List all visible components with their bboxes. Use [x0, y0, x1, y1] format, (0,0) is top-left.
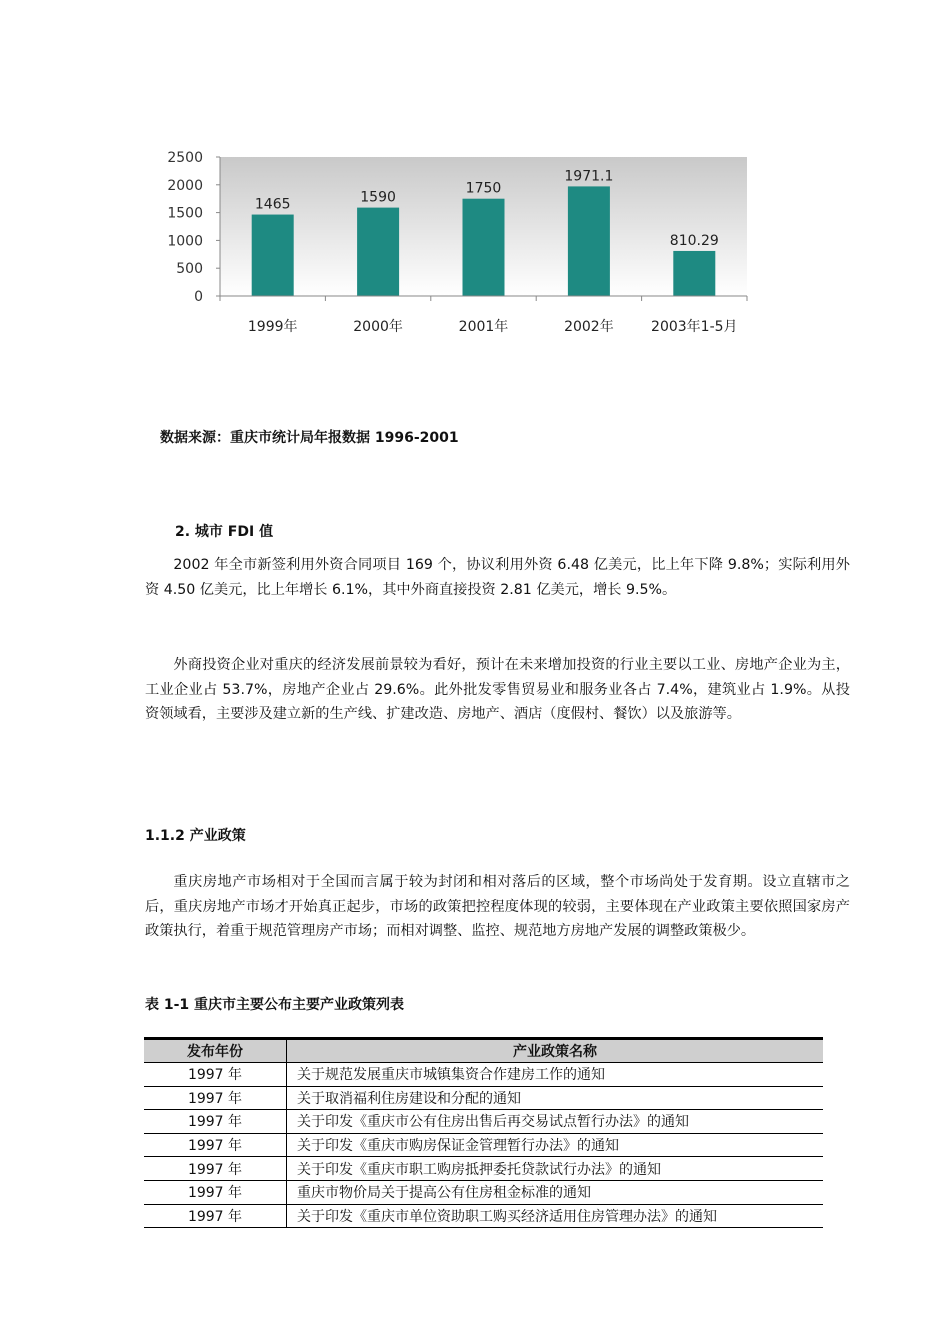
bar-value-label: 1750: [465, 180, 502, 197]
bar: [357, 208, 399, 296]
paragraph-fdi-2: 外商投资企业对重庆的经济发展前景较为看好，预计在未来增加投资的行业主要以工业、房地产企业为主，工业企业占 53.7%，房地产企业占 29.6%。此外批发零售贸易业和服务业各占 7.4%，建筑业占 1.9%。从投资领域看，主要涉及建立新的生产线、扩建改造、房地产、酒店（度假村、餐饮）以及旅游等。: [145, 657, 850, 722]
cell-year: 1997 年: [144, 1086, 287, 1110]
table-row: [144, 1133, 823, 1157]
table-row: [144, 1180, 823, 1204]
bar: [463, 199, 505, 296]
bar: [568, 186, 610, 296]
bar-value-label: 1465: [254, 196, 291, 213]
bar-value-label: 1590: [360, 189, 396, 206]
bar-value-label: 810.29: [669, 232, 719, 249]
cell-policy: 关于取消福利住房建设和分配的通知: [287, 1086, 824, 1110]
table-header-row: [144, 1039, 823, 1063]
chart-source-caption: 数据来源：重庆市统计局年报数据 1996-2001: [160, 430, 459, 446]
cell-year: 1997 年: [144, 1204, 287, 1228]
cell-policy: 关于印发《重庆市公有住房出售后再交易试点暂行办法》的通知: [287, 1110, 824, 1134]
y-axis: [167, 150, 220, 305]
section-heading-fdi: 2. 城市 FDI 值: [175, 524, 274, 540]
bar: [673, 251, 715, 296]
y-tick-label: 1000: [167, 233, 203, 250]
x-tick-label: 2001年: [458, 319, 509, 335]
paragraph-fdi-1: 2002 年全市新签利用外资合同项目 169 个，协议利用外资 6.48 亿美元，比上年下降 9.8%；实际利用外资 4.50 亿美元，比上年增长 6.1%，其中外商直接投资 2.81 亿美元，增长 9.5%。: [145, 557, 850, 598]
table-row: [144, 1110, 823, 1134]
header-policy-name: 产业政策名称: [287, 1039, 824, 1063]
cell-year: 1997 年: [144, 1110, 287, 1134]
bar: [252, 215, 294, 296]
policy-table: [144, 1037, 823, 1228]
cell-year: 1997 年: [144, 1063, 287, 1087]
y-tick-label: 1500: [167, 205, 203, 222]
x-tick-label: 2003年1-5月: [651, 319, 738, 335]
cell-policy: 关于规范发展重庆市城镇集资合作建房工作的通知: [287, 1063, 824, 1087]
cell-year: 1997 年: [144, 1133, 287, 1157]
x-tick-label: 2000年: [353, 319, 403, 335]
cell-policy: 重庆市物价局关于提高公有住房租金标准的通知: [287, 1180, 824, 1204]
y-tick-label: 2500: [167, 150, 203, 166]
y-tick-label: 2000: [167, 177, 203, 194]
table-row: [144, 1063, 823, 1087]
cell-policy: 关于印发《重庆市职工购房抵押委托贷款试行办法》的通知: [287, 1157, 824, 1181]
x-tick-label: 2002年: [564, 319, 614, 335]
cell-policy: 关于印发《重庆市购房保证金管理暂行办法》的通知: [287, 1133, 824, 1157]
cell-year: 1997 年: [144, 1157, 287, 1181]
table-row: [144, 1157, 823, 1181]
table-title: 表 1-1 重庆市主要公布主要产业政策列表: [145, 997, 405, 1013]
section-heading-policy: 1.1.2 产业政策: [145, 828, 246, 844]
x-axis: [220, 296, 747, 335]
table-row: [144, 1086, 823, 1110]
table-row: [144, 1204, 823, 1228]
bar-value-label: 1971.1: [564, 168, 614, 185]
fdi-bar-chart: [150, 145, 760, 350]
cell-policy: 关于印发《重庆市单位资助职工购买经济适用住房管理办法》的通知: [287, 1204, 824, 1228]
y-tick-label: 500: [176, 261, 203, 278]
paragraph-policy-1: 重庆房地产市场相对于全国而言属于较为封闭和相对落后的区域，整个市场尚处于发育期。设立直辖市之后，重庆房地产市场才开始真正起步，市场的政策把控程度体现的较弱，主要体现在产业政策主要依照国家房产政策执行，着重于规范管理房产市场；而相对调整、监控、规范地方房地产发展的调整政策极少。: [145, 874, 850, 939]
header-year: 发布年份: [144, 1039, 287, 1063]
cell-year: 1997 年: [144, 1180, 287, 1204]
x-tick-label: 1999年: [247, 319, 298, 335]
y-tick-label: 0: [194, 289, 203, 305]
